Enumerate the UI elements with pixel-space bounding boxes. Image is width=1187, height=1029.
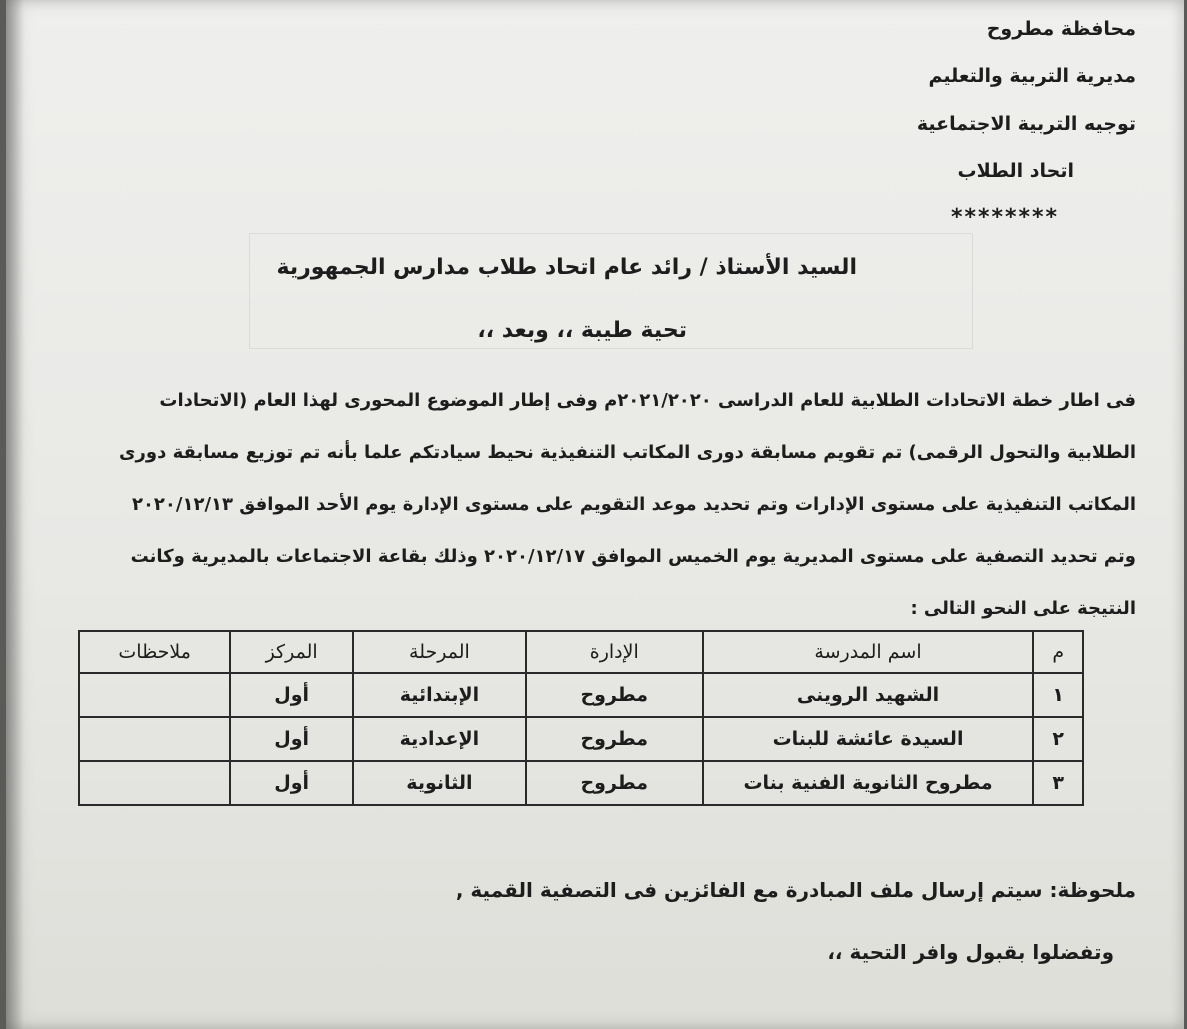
- greeting-line: تحية طيبة ،، وبعد ،،: [477, 318, 687, 343]
- header-department: توجيه التربية الاجتماعية: [916, 113, 1136, 135]
- addressee-line: السيد الأستاذ / رائد عام اتحاد طلاب مدارس الجمهورية: [276, 255, 857, 280]
- cell-rank: أول: [230, 673, 353, 717]
- cell-school-name: الشهيد الروينى: [703, 673, 1034, 717]
- body-line: الطلابية والتحول الرقمى) تم تقويم مسابقة دورى المكاتب التنفيذية نحيط سيادتكم علما بأنه تم توزيع مسابقة دورى: [119, 442, 1136, 463]
- cell-stage: الثانوية: [353, 761, 526, 805]
- header-stage: المرحلة: [353, 631, 526, 673]
- cell-rank: أول: [230, 717, 353, 761]
- document-page: [6, 0, 1184, 1029]
- table-header-row: [79, 631, 1083, 673]
- body-line: فى اطار خطة الاتحادات الطلابية للعام الدراسى ٢٠٢١/٢٠٢٠م وفى إطار الموضوع المحورى لهذا العام (الاتحادات: [159, 390, 1136, 411]
- header-governorate: محافظة مطروح: [986, 18, 1136, 40]
- cell-administration: مطروح: [526, 761, 703, 805]
- body-paragraph: [48, 375, 1136, 635]
- cell-stage: الإبتدائية: [353, 673, 526, 717]
- header-rank: المركز: [230, 631, 353, 673]
- results-table: [78, 630, 1084, 806]
- header-school-name: اسم المدرسة: [703, 631, 1034, 673]
- closing-line: وتفضلوا بقبول وافر التحية ،،: [827, 940, 1114, 964]
- cell-number: ٢: [1033, 717, 1083, 761]
- header-separator: ********: [950, 205, 1059, 230]
- cell-stage: الإعدادية: [353, 717, 526, 761]
- cell-number: ٣: [1033, 761, 1083, 805]
- cell-administration: مطروح: [526, 717, 703, 761]
- body-line: وتم تحديد التصفية على مستوى المديرية يوم الخميس الموافق ٢٠٢٠/١٢/١٧ وذلك بقاعة الاجتماعات بالمديرية وكانت: [130, 546, 1136, 567]
- table-row: [79, 717, 1083, 761]
- header-number: م: [1033, 631, 1083, 673]
- cell-notes: [79, 761, 230, 805]
- cell-school-name: مطروح الثانوية الفنية بنات: [703, 761, 1034, 805]
- cell-notes: [79, 717, 230, 761]
- note-line: ملحوظة: سيتم إرسال ملف المبادرة مع الفائزين فى التصفية القمية ,: [455, 878, 1136, 902]
- header-directorate: مديرية التربية والتعليم: [928, 65, 1136, 87]
- header-union: اتحاد الطلاب: [957, 160, 1074, 182]
- cell-rank: أول: [230, 761, 353, 805]
- table-row: [79, 673, 1083, 717]
- header-administration: الإدارة: [526, 631, 703, 673]
- cell-administration: مطروح: [526, 673, 703, 717]
- cell-school-name: السيدة عائشة للبنات: [703, 717, 1034, 761]
- body-line: المكاتب التنفيذية على مستوى الإدارات وتم تحديد موعد التقويم على مستوى الإدارة يوم الأحد الموافق ٢٠٢٠/١٢/١٣: [131, 494, 1136, 515]
- table-row: [79, 761, 1083, 805]
- header-notes: ملاحظات: [79, 631, 230, 673]
- cell-number: ١: [1033, 673, 1083, 717]
- cell-notes: [79, 673, 230, 717]
- body-line: النتيجة على النحو التالى :: [910, 598, 1136, 619]
